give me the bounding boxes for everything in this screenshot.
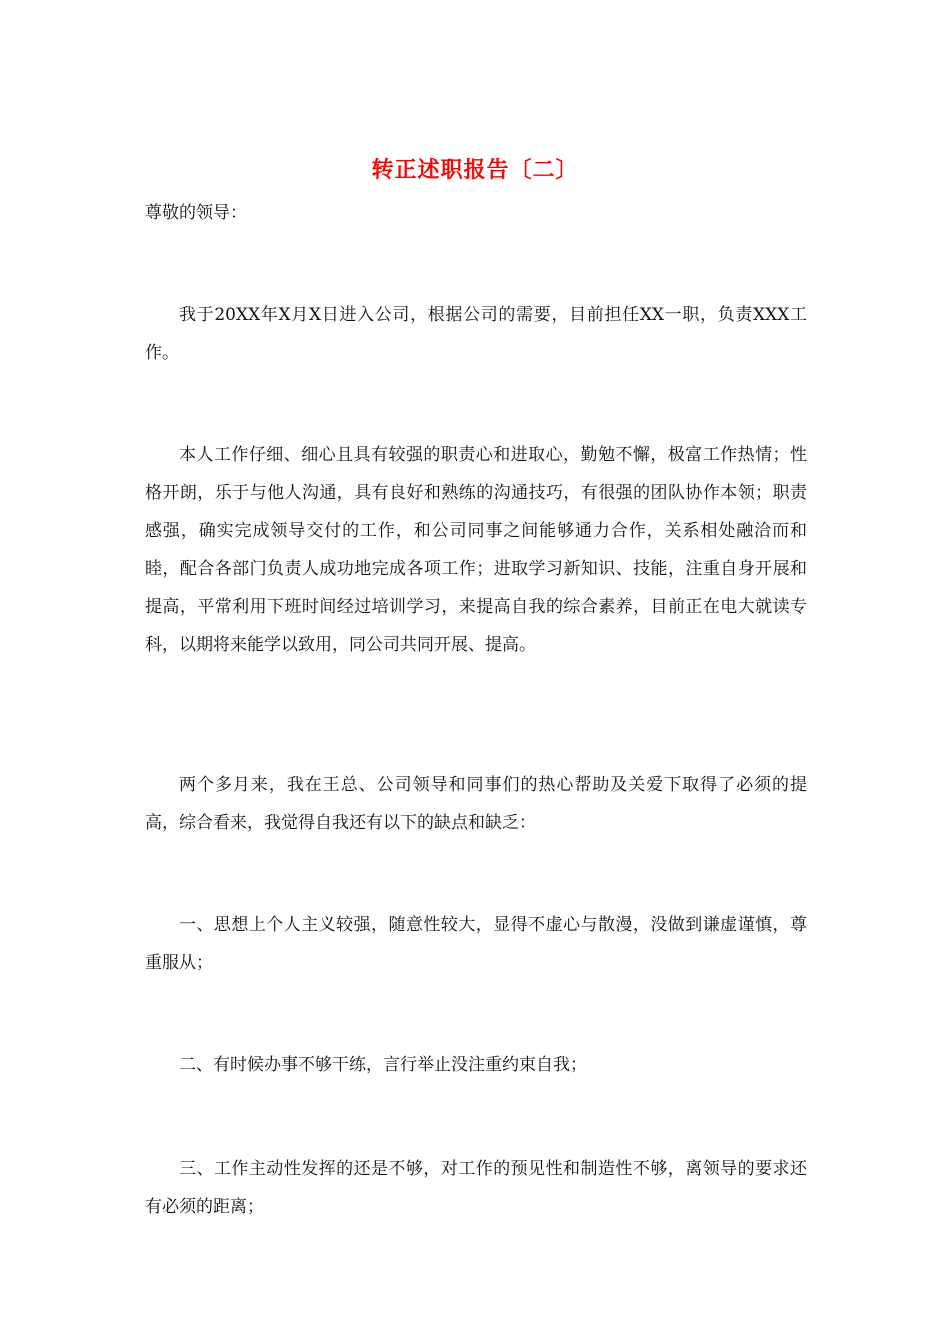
paragraph-shortcomings-intro: 两个多月来，我在王总、公司领导和同事们的热心帮助及关爱下取得了必须的提高，综合看来，我觉得自我还有以下的缺点和缺乏： xyxy=(145,775,807,833)
paragraph-shortcoming-2: 二、有时候办事不够干练，言行举止没注重约束自我； xyxy=(179,1055,587,1075)
document-title: 转正述职报告〔二〕 xyxy=(371,157,579,183)
salutation: 尊敬的领导： xyxy=(145,203,247,223)
paragraph-shortcoming-3: 三、工作主动性发挥的还是不够，对工作的预见性和制造性不够，离领导的要求还有必须的距离； xyxy=(145,1159,807,1217)
paragraph-shortcoming-1: 一、思想上个人主义较强，随意性较大，显得不虚心与散漫，没做到谦虚谨慎，尊重服从； xyxy=(145,915,807,973)
paragraph-self-evaluation: 本人工作仔细、细心且具有较强的职责心和进取心，勤勉不懈，极富工作热情；性格开朗，乐于与他人沟通，具有良好和熟练的沟通技巧，有很强的团队协作本领；职责感强，确实完成领导交付的工作，和公司同事之间能够通力合作，关系相处融洽而和睦，配合各部门负责人成功地完成各项工作；进取学习新知识、技能，注重自身开展和提高，平常利用下班时间经过培训学习，来提高自我的综合素养，目前正在电大就读专科，以期将来能学以致用，同公司共同开展、提高。 xyxy=(145,445,807,655)
paragraph-intro: 我于20XX年X月X日进入公司，根据公司的需要，目前担任XX一职，负责XXX工作。 xyxy=(145,305,807,363)
